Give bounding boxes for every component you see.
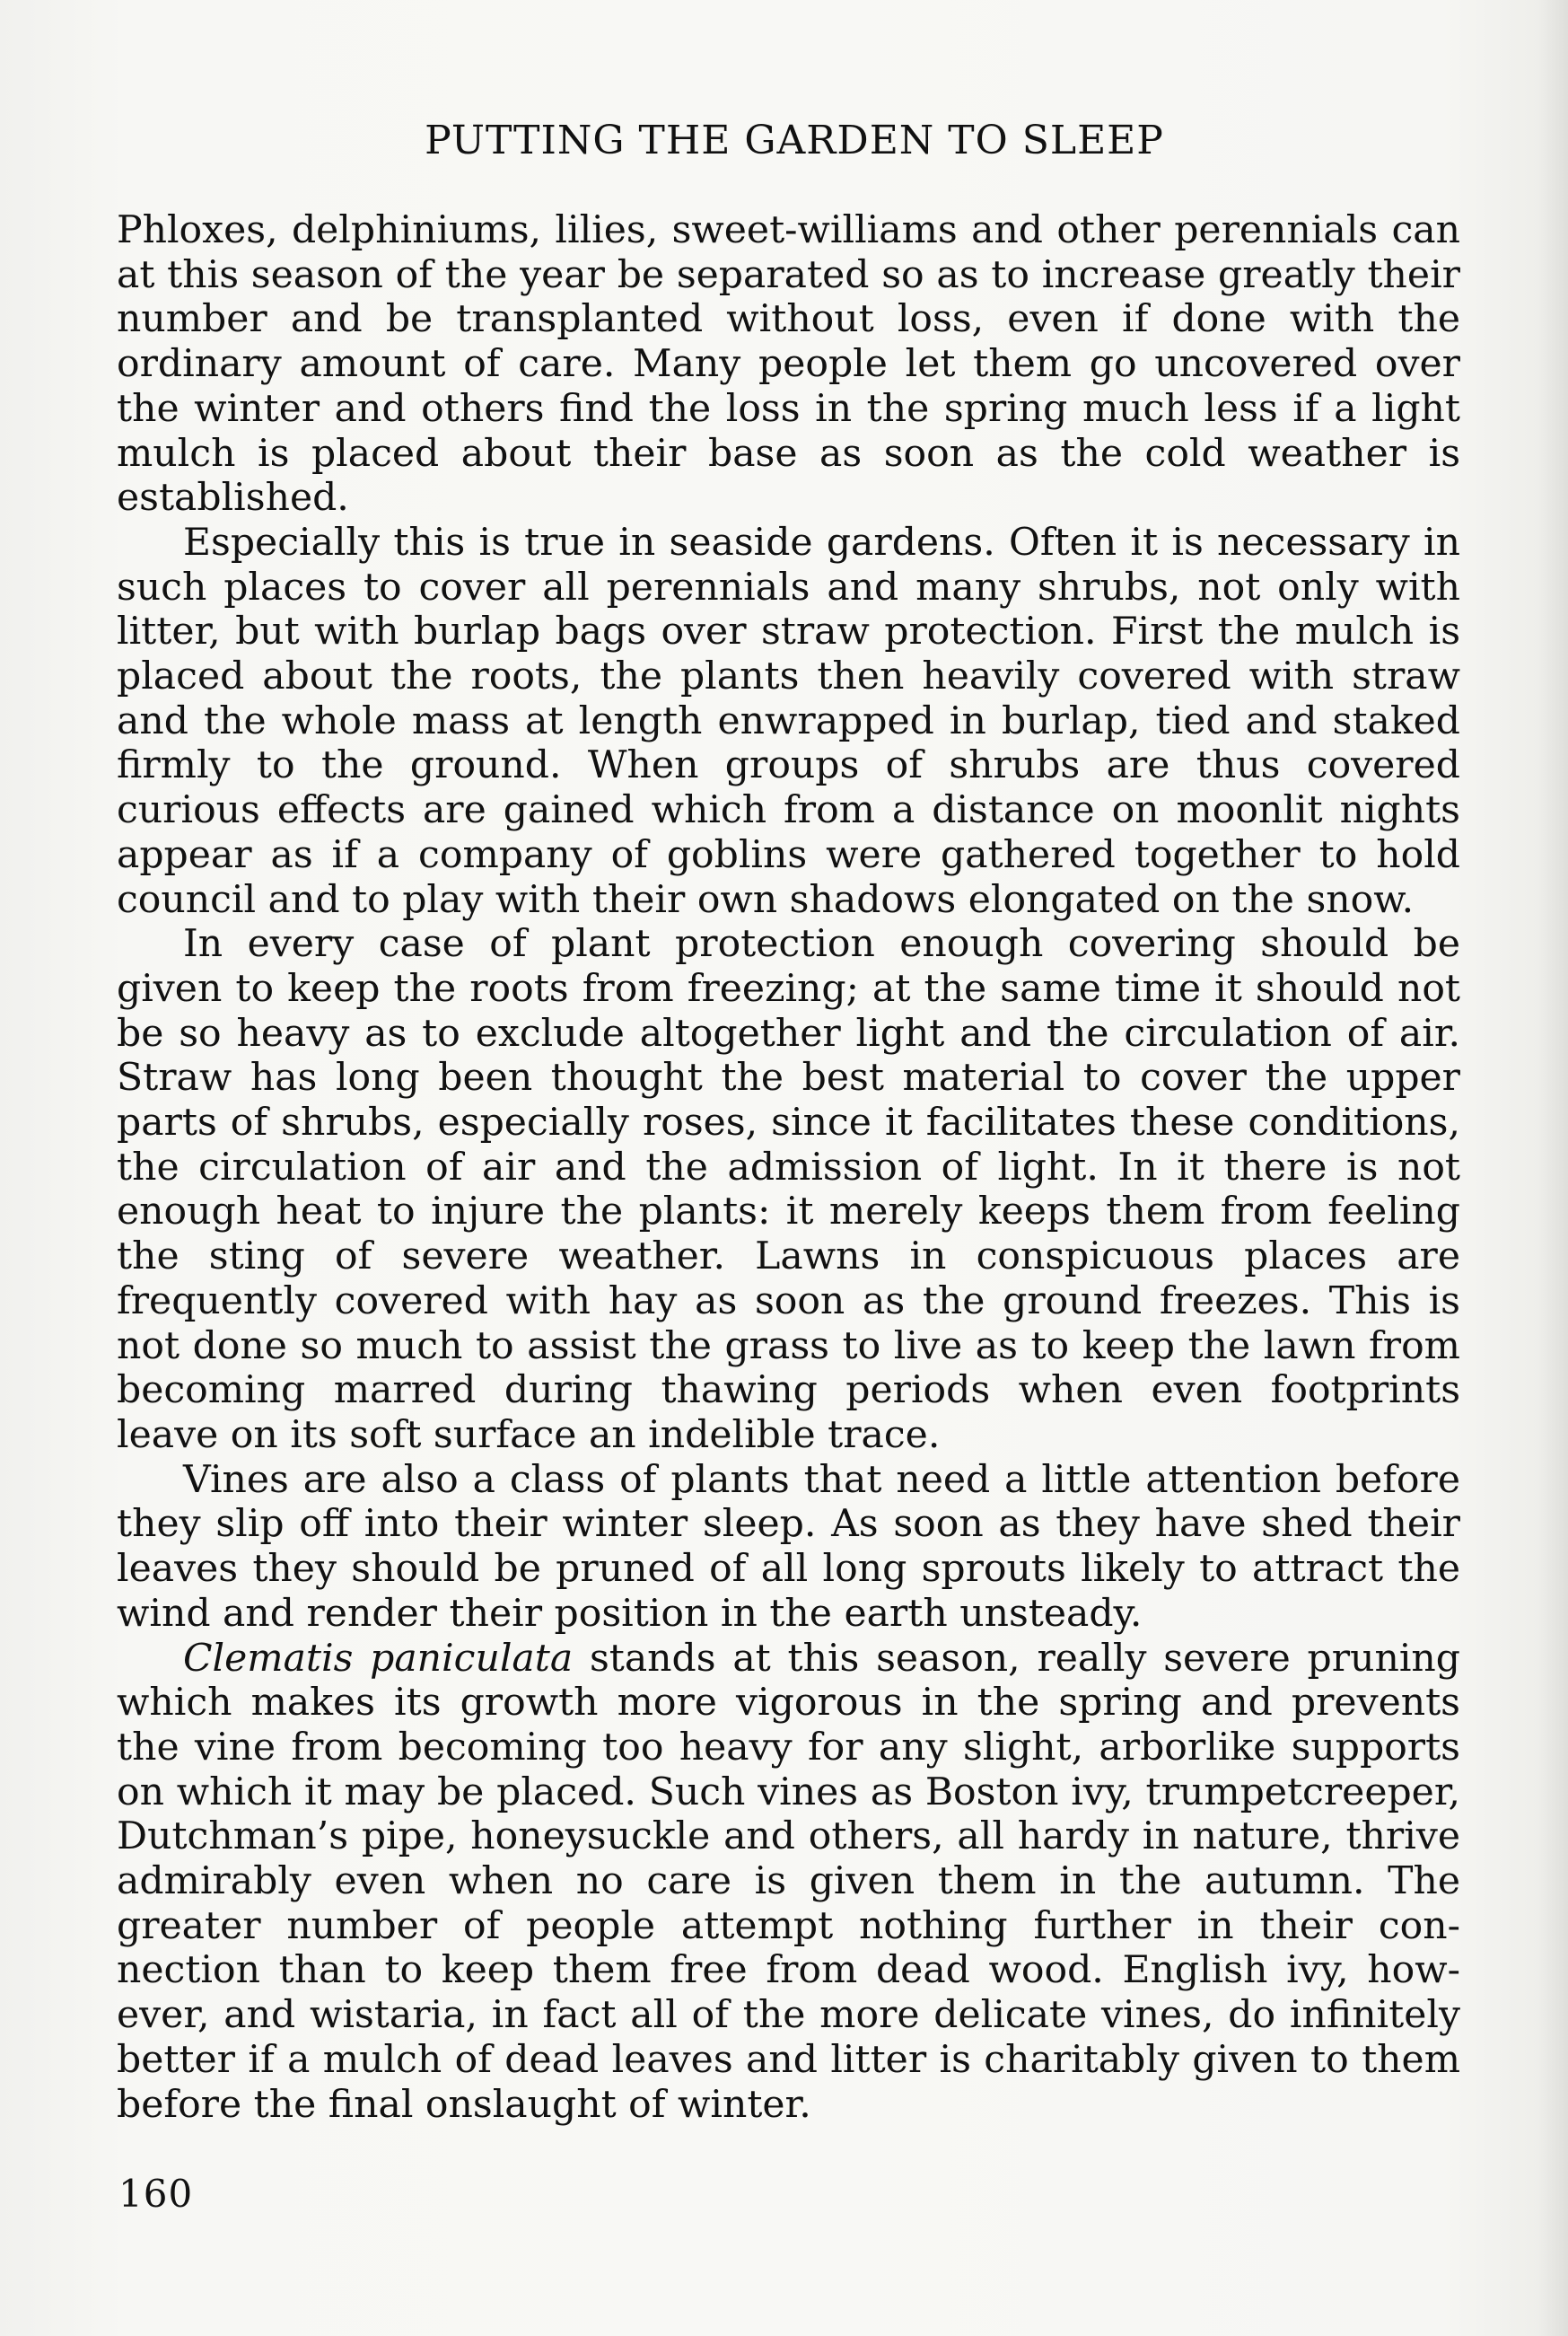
paragraph-plant-protection: In every case of plant protection enough covering should be given to keep the roots from freezing; at the same time it should not be so heavy as to exclude altogether light and the circulation of air. Straw has long been thought the best material to cover the upper parts of shrubs, especially roses, since it facilitates these conditions, the circulation of air and the admission of light. In it there is not enough heat to injure the plants: it merely keeps them from feeling the sting of severe weather. Lawns in conspicuous places are frequently covered with hay as soon as the ground freezes. This is not done so much to assist the grass to live as to keep the lawn from becoming marred during thawing periods when even footprints leave on its soft surface an indelible trace. — [117, 922, 1460, 1457]
body-text — [117, 208, 1460, 2127]
paragraph-clematis-text: stands at this season, really severe pruning which makes its growth more vigorous in the spring and prevents the vine from becoming too heavy for any slight, arborlike supports on which it may be placed. Such vines as Boston ivy, trumpetcreeper, Dutchman’s pipe, honeysuckle and others, all hardy in nature, thrive admirably even when no care is given them in the autumn. The greater number of people attempt nothing further in their connection than to keep them free from dead wood. English ivy, however, and wistaria, in fact all of the more delicate vines, do infinitely better if a mulch of dead leaves and litter is charitably given to them before the final onslaught of winter. — [117, 1636, 1460, 2127]
page-number: 160 — [118, 2172, 194, 2216]
running-head: PUTTING THE GARDEN TO SLEEP — [425, 118, 1164, 163]
clematis-paniculata-term: Clematis paniculata — [183, 1636, 574, 1681]
paragraph-clematis — [117, 1637, 1460, 2128]
paragraph-vines: Vines are also a class of plants that need a little attention before they slip off into their winter sleep. As soon as they have shed their leaves they should be pruned of all long sprouts likely to attract the wind and render their position in the earth unsteady. — [117, 1457, 1460, 1636]
paragraph-seaside-gardens: Especially this is true in seaside gardens. Often it is necessary in such places to cover all perennials and many shrubs, not only with litter, but with burlap bags over straw protection. First the mulch is placed about the roots, the plants then heavily covered with straw and the whole mass at length enwrapped in burlap, tied and staked firmly to the ground. When groups of shrubs are thus covered curious effects are gained which from a distance on moonlit nights appear as if a company of goblins were gathered together to hold council and to play with their own shadows elongated on the snow. — [117, 520, 1460, 922]
paragraph-perennials: Phloxes, delphiniums, lilies, sweet-williams and other perennials can at this season of the year be separated so as to increase greatly their number and be transplanted without loss, even if done with the ordinary amount of care. Many people let them go uncovered over the winter and others find the loss in the spring much less if a light mulch is placed about their base as soon as the cold weather is established. — [117, 208, 1460, 521]
